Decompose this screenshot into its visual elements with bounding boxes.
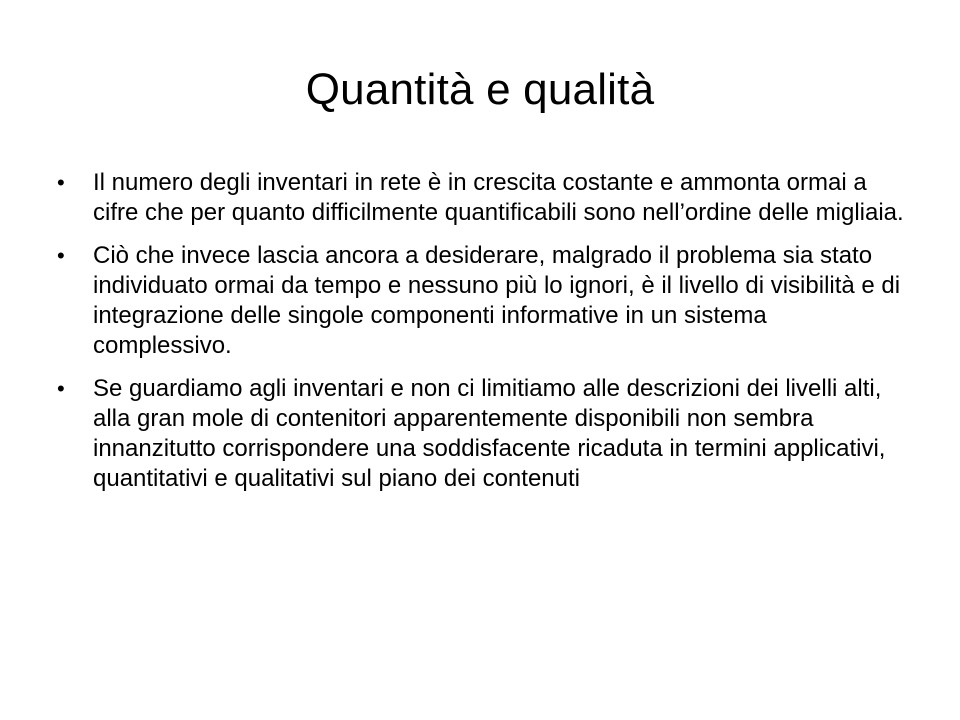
bullet-dot-icon: •: [57, 170, 65, 195]
slide-title: Quantità e qualità: [305, 65, 655, 114]
bullet-list: [57, 168, 907, 507]
bullet-text-1: Il numero degli inventari in rete è in crescita costante e ammonta ormai a cifre che per quanto difficilmente quantificabili sono nell’ordine delle migliaia.: [93, 169, 904, 226]
bullet-item-1: [57, 168, 907, 228]
bullet-item-3: [57, 374, 907, 494]
bullet-text-3: Se guardiamo agli inventari e non ci limitiamo alle descrizioni dei livelli alti, alla gran mole di contenitori apparentemente disponibili non sembra innanzitutto corrispondere una soddisfacente ricaduta in termini applicativi, quantitativi e qualitativi sul piano dei contenuti: [93, 375, 886, 492]
bullet-text-2: Ciò che invece lascia ancora a desiderare, malgrado il problema sia stato individuato ormai da tempo e nessuno più lo ignori, è il livello di visibilità e di integrazione delle singole componenti informative in un sistema complessivo.: [93, 242, 901, 359]
bullet-item-2: [57, 241, 907, 361]
bullet-dot-icon: •: [57, 243, 65, 268]
bullet-dot-icon: •: [57, 376, 65, 401]
